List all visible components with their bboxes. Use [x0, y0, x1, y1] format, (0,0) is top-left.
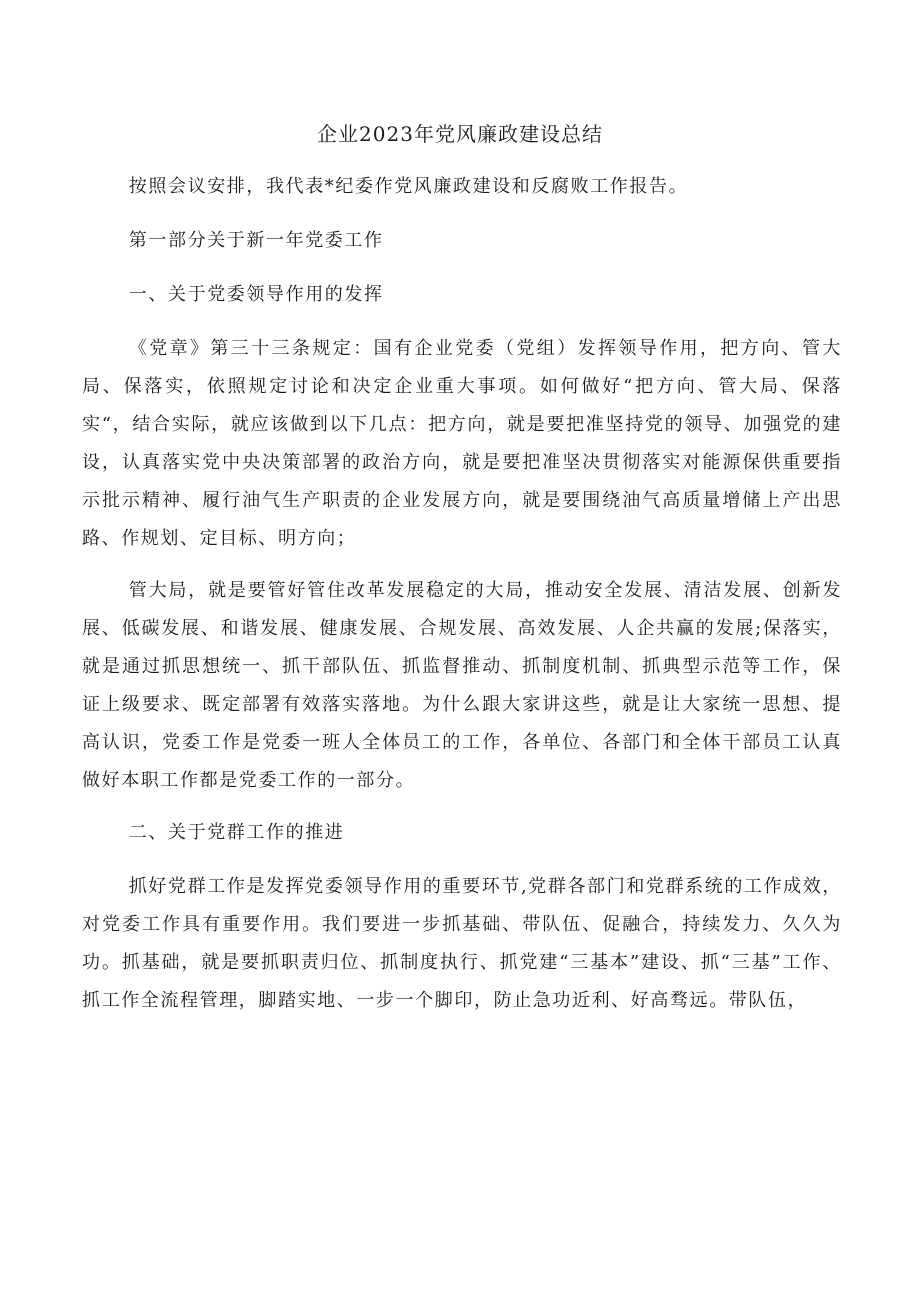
paragraph-manage-overall: 管大局，就是要管好管住改革发展稳定的大局，推动安全发展、清洁发展、创新发展、低碳发展、和谐发展、健康发展、合规发展、高效发展、人企共赢的发展;保落实，就是通过抓思想统一、抓干部队伍、抓监督推动、抓制度机制、抓典型示范等工作，保证上级要求、既定部署有效落实落地。为什么跟大家讲这些，就是让大家统一思想、提高认识，党委工作是党委一班人全体员工的工作，各单位、各部门和全体干部员工认真做好本职工作都是党委工作的一部分。	[82, 580, 842, 791]
heading-section-one: 一、关于党委领导作用的发挥	[128, 284, 384, 305]
heading-section-two: 二、关于党群工作的推进	[128, 822, 345, 843]
heading-part-one: 第一部分关于新一年党委工作	[128, 230, 384, 251]
paragraph-party-constitution: 《党章》第三十三条规定：国有企业党委（党组）发挥领导作用，把方向、管大局、保落实，依照规定讨论和决定企业重大事项。如何做好“把方向、管大局、保落实“，结合实际，就应该做到以下几点：把方向，就是要把准坚持党的领导、加强党的建设，认真落实党中央决策部署的政治方向，就是要把准坚决贯彻落实对能源保供重要指示批示精神、履行油气生产职责的企业发展方向，就是要围绕油气高质量增储上产出思路、作规划、定目标、明方向；	[82, 338, 842, 549]
document-title: 企业2023年党风廉政建设总结	[317, 122, 603, 146]
paragraph-party-mass-work: 抓好党群工作是发挥党委领导作用的重要环节,党群各部门和党群系统的工作成效，对党委工作具有重要作用。我们要进一步抓基础、带队伍、促融合，持续发力、久久为功。抓基础，就是要抓职责归位、抓制度执行、抓党建“三基本”建设、抓“三基”工作、抓工作全流程管理，脚踏实地、一步一个脚印，防止急功近利、好高骛远。带队伍，	[82, 876, 842, 1011]
paragraph-intro: 按照会议安排，我代表*纪委作党风廉政建设和反腐败工作报告。	[128, 176, 689, 197]
document-body	[82, 168, 842, 1020]
